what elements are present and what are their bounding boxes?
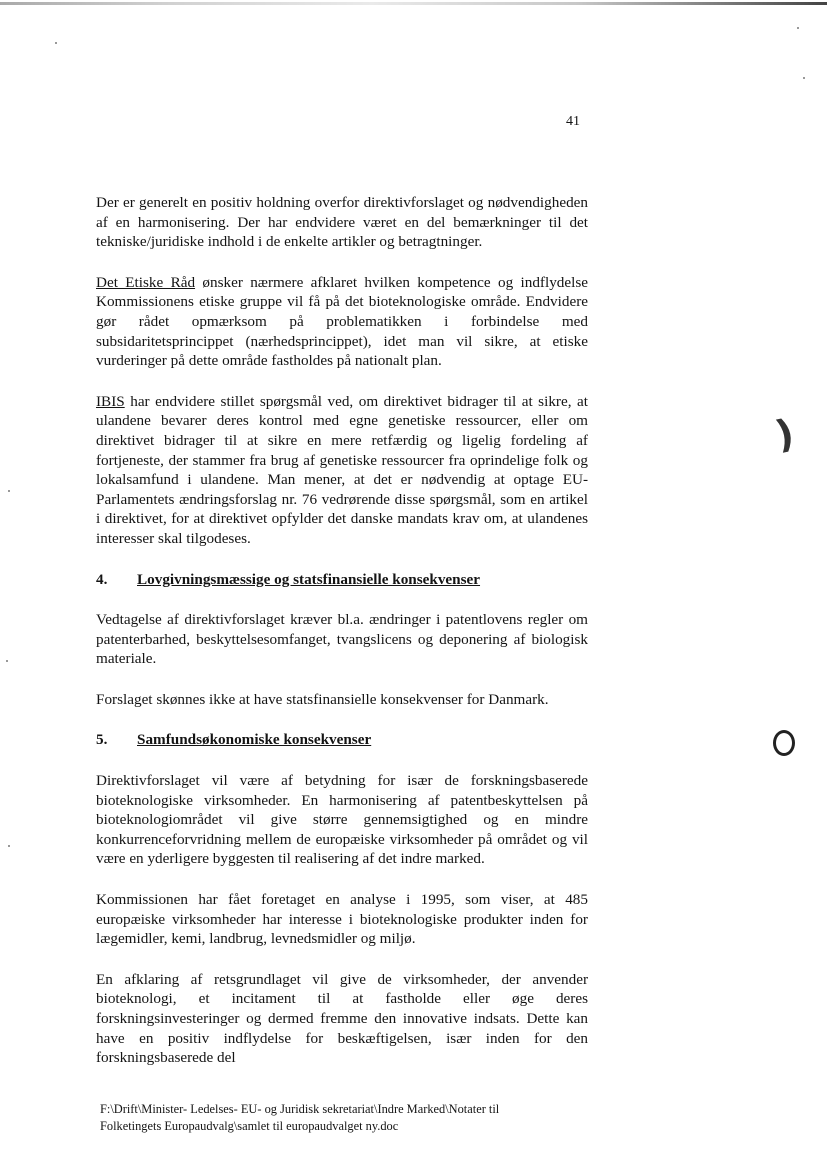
footer-line: Folketingets Europaudvalg\samlet til europaudvalget ny.doc: [100, 1118, 399, 1133]
section-heading-4: [96, 570, 588, 590]
paragraph-biotech-importance: Direktivforslaget vil være af betydning for især de forskningsbaserede bioteknologiske virksomheder. En harmonisering af patentbeskyttelsen på bioteknologiområdet vil give større gennemsigtighed og en mindre konkurrenceforvridning mellem de europæiske virksomheder på området og vil være en yderligere byggesten til realisering af det indre marked.: [96, 772, 588, 868]
scan-artifact-ring-icon: [773, 730, 795, 756]
scan-speck: [797, 27, 799, 29]
document-body: [96, 193, 588, 1089]
paragraph-legal-basis: En afklaring af retsgrundlaget vil give de virksomheder, der anvender bioteknologi, et incitament til at fastholde eller øge deres forskningsinvesteringer og dermed fremme den innovative indsats. Dette kan have en positiv indflydelse for beskæftigelsen, især inden for den forskningsbaserede del: [96, 970, 588, 1067]
footer-line: F:\Drift\Minister- Ledelses- EU- og Juridisk sekretariat\Indre Marked\Notater til: [100, 1102, 500, 1116]
section-title: Lovgivningsmæssige og statsfinansielle konsekvenser: [137, 570, 481, 588]
org-name-ibis: IBIS: [96, 392, 125, 410]
scan-speck: [55, 42, 57, 44]
scan-speck: [6, 660, 8, 662]
section-number: 5.: [96, 731, 108, 749]
paragraph-text: ønsker nærmere afklaret hvilken kompetence og indflydelse Kommissionens etiske gruppe vil få på det bioteknologiske område. Endvidere gør rådet opmærksom på problematikken i forbindelse med subsidaritetsprincippet (nærhedsprincippet), idet man vil sikre, at etiske vurderinger på dette område fastholdes på nationalt plan.: [96, 273, 589, 370]
section-title: Samfundsøkonomiske konsekvenser: [137, 731, 372, 749]
paragraph-general-attitude: Der er generelt en positiv holdning overfor direktivforslaget og nødvendigheden af en harmonisering. Der har endvidere været en del bemærkninger til det tekniske/juridiske indhold i de enkelte artikler og betragtninger.: [96, 194, 588, 251]
scan-artifact-bracket-icon: ): [771, 410, 798, 458]
scan-speck: [8, 845, 10, 847]
paragraph-ethics-council: [96, 273, 588, 371]
top-scan-rule: [0, 2, 827, 5]
section-heading-5: [96, 730, 588, 750]
paragraph-financial: Forslaget skønnes ikke at have statsfinansielle konsekvenser for Danmark.: [96, 690, 549, 708]
scan-speck: [8, 490, 10, 492]
section-number: 4.: [96, 570, 108, 588]
page-number: 41: [566, 114, 580, 129]
paragraph-text: har endvidere stillet spørgsmål ved, om direktivet bidrager til at sikre, at ulandene bevarer deres kontrol med egne genetiske ressourcer, eller om direktivet bidrager til at sikre en mere retfærdig og ligelig fordeling af fortjeneste, der stammer fra brug af genetiske ressourcer fra oprindelige folk og lokalsamfund i ulandene. Man mener, at det er nødvendig at optage EU-Parlamentets ændringsforslag nr. 76 vedrørende disse spørgsmål, som en artikel i direktivet, for at direktivet opfylder det danske mandats krav om, at ulandenes interesser skal tilgodeses.: [96, 392, 588, 547]
paragraph-ibis: [96, 392, 588, 549]
paragraph-patent-law: Vedtagelse af direktivforslaget kræver bl.a. ændringer i patentlovens regler om patenterbarhed, beskyttelsesomfanget, tvangslicens og deponering af biologisk materiale.: [96, 611, 588, 668]
org-name-ethics-council: Det Etiske Råd: [96, 273, 196, 291]
scan-speck: [803, 77, 805, 79]
paragraph-commission-analysis: Kommissionen har fået foretaget en analyse i 1995, som viser, at 485 europæiske virksomheder har interesse i bioteknologiske produkter inden for lægemidler, kemi, landbrug, levnedsmidler og miljø.: [96, 891, 588, 948]
file-path-footer: [100, 1101, 600, 1134]
